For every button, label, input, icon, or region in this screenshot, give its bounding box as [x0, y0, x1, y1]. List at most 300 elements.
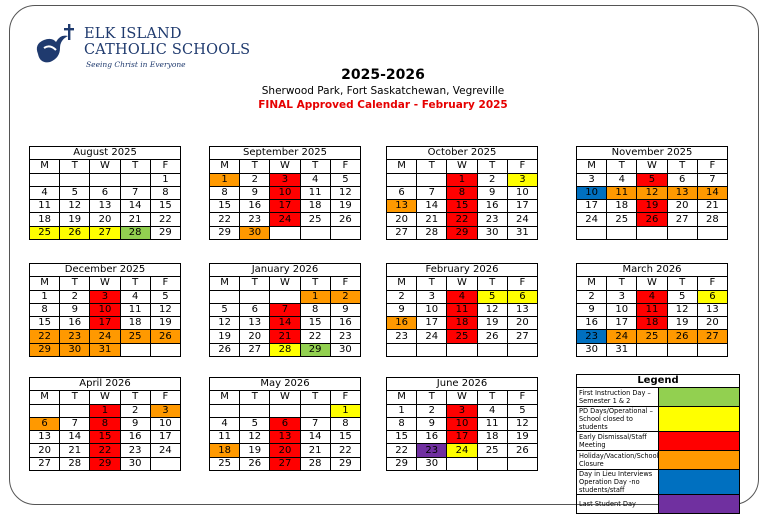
day-cell: 19 — [637, 200, 667, 213]
weekday-header: M — [577, 277, 607, 290]
legend-swatch — [658, 495, 740, 514]
approval-note: FINAL Approved Calendar - February 2025 — [258, 99, 508, 111]
week-row — [387, 290, 538, 303]
day-cell: 11 — [607, 186, 637, 199]
day-cell: 20 — [30, 444, 60, 457]
week-row — [577, 317, 728, 330]
day-cell: 21 — [270, 330, 300, 343]
day-cell — [697, 226, 727, 239]
day-cell: 7 — [300, 417, 330, 430]
week-row — [577, 330, 728, 343]
day-cell: 10 — [150, 417, 180, 430]
weekday-header: T — [667, 277, 697, 290]
legend-label: Early Dismissal/Staff Meeting — [577, 432, 659, 451]
logo-name-line2: CATHOLIC SCHOOLS — [84, 42, 251, 58]
day-cell: 6 — [270, 417, 300, 430]
day-cell: 29 — [210, 226, 240, 239]
day-cell: 5 — [240, 417, 270, 430]
week-row — [210, 343, 361, 356]
month-title: June 2026 — [387, 378, 538, 391]
day-cell: 29 — [90, 457, 120, 470]
weekday-header: W — [447, 160, 477, 173]
day-cell: 22 — [330, 444, 360, 457]
legend-row — [577, 407, 740, 432]
day-cell: 2 — [417, 404, 447, 417]
day-cell: 8 — [30, 303, 60, 316]
day-cell: 30 — [477, 226, 507, 239]
day-cell: 17 — [577, 200, 607, 213]
day-cell: 21 — [120, 213, 150, 226]
day-cell — [577, 226, 607, 239]
day-cell: 22 — [300, 330, 330, 343]
day-cell: 23 — [387, 330, 417, 343]
week-row — [387, 173, 538, 186]
day-cell: 4 — [30, 186, 60, 199]
week-row — [30, 330, 181, 343]
day-cell: 13 — [240, 317, 270, 330]
week-row — [577, 173, 728, 186]
day-cell — [240, 290, 270, 303]
week-row — [387, 317, 538, 330]
day-cell: 18 — [477, 431, 507, 444]
day-cell: 26 — [330, 213, 360, 226]
day-cell: 25 — [120, 330, 150, 343]
day-cell: 6 — [240, 303, 270, 316]
day-cell: 5 — [60, 186, 90, 199]
weekday-header: T — [240, 391, 270, 404]
day-cell: 30 — [60, 343, 90, 356]
day-cell: 19 — [240, 444, 270, 457]
day-cell: 10 — [270, 186, 300, 199]
weekday-header: F — [150, 160, 180, 173]
day-cell — [150, 457, 180, 470]
day-cell: 17 — [270, 200, 300, 213]
day-cell: 26 — [637, 213, 667, 226]
day-cell: 6 — [697, 290, 727, 303]
day-cell — [507, 343, 537, 356]
legend-swatch — [658, 407, 740, 432]
day-cell: 8 — [90, 417, 120, 430]
day-cell: 4 — [477, 404, 507, 417]
week-row — [210, 290, 361, 303]
day-cell — [210, 404, 240, 417]
weekday-header: T — [60, 391, 90, 404]
day-cell: 22 — [90, 444, 120, 457]
day-cell: 1 — [210, 173, 240, 186]
day-cell: 5 — [477, 290, 507, 303]
day-cell: 7 — [697, 173, 727, 186]
day-cell: 1 — [300, 290, 330, 303]
day-cell: 2 — [240, 173, 270, 186]
day-cell: 5 — [667, 290, 697, 303]
day-cell — [90, 173, 120, 186]
day-cell: 17 — [607, 317, 637, 330]
week-row — [210, 200, 361, 213]
weekday-header: M — [210, 391, 240, 404]
week-row — [30, 186, 181, 199]
day-cell: 4 — [637, 290, 667, 303]
day-cell: 17 — [90, 317, 120, 330]
day-cell: 19 — [210, 330, 240, 343]
month-table — [576, 146, 728, 240]
weekday-header: F — [507, 277, 537, 290]
week-row — [30, 417, 181, 430]
weekday-header: W — [447, 391, 477, 404]
day-cell — [667, 343, 697, 356]
day-cell: 16 — [120, 431, 150, 444]
weekday-header: T — [607, 277, 637, 290]
week-row — [387, 200, 538, 213]
month-title: January 2026 — [210, 264, 361, 277]
day-cell: 12 — [667, 303, 697, 316]
day-cell: 18 — [300, 200, 330, 213]
day-cell: 11 — [447, 303, 477, 316]
day-cell: 19 — [507, 431, 537, 444]
week-row — [210, 317, 361, 330]
day-cell: 10 — [607, 303, 637, 316]
legend-title: Legend — [577, 375, 740, 388]
day-cell: 27 — [697, 330, 727, 343]
day-cell: 27 — [90, 226, 120, 239]
week-row — [210, 303, 361, 316]
day-cell: 8 — [387, 417, 417, 430]
weekday-header: T — [120, 391, 150, 404]
day-cell: 20 — [667, 200, 697, 213]
weekday-header: T — [240, 160, 270, 173]
week-row — [577, 213, 728, 226]
day-cell: 10 — [90, 303, 120, 316]
weekday-header: W — [270, 160, 300, 173]
week-row — [30, 226, 181, 239]
day-cell: 3 — [577, 173, 607, 186]
day-cell: 3 — [447, 404, 477, 417]
day-cell: 21 — [697, 200, 727, 213]
day-cell: 31 — [90, 343, 120, 356]
day-cell: 3 — [150, 404, 180, 417]
month-table — [209, 263, 361, 357]
day-cell: 11 — [477, 417, 507, 430]
week-row — [210, 226, 361, 239]
weekday-header: F — [507, 160, 537, 173]
day-cell: 24 — [447, 444, 477, 457]
day-cell: 7 — [120, 186, 150, 199]
weekday-header: W — [637, 277, 667, 290]
day-cell: 17 — [417, 317, 447, 330]
day-cell: 1 — [447, 173, 477, 186]
day-cell: 5 — [507, 404, 537, 417]
weekday-header: F — [697, 277, 727, 290]
day-cell — [270, 226, 300, 239]
day-cell: 18 — [120, 317, 150, 330]
week-row — [577, 186, 728, 199]
weekday-header: T — [300, 277, 330, 290]
day-cell: 1 — [387, 404, 417, 417]
weekday-header: W — [447, 277, 477, 290]
day-cell: 29 — [30, 343, 60, 356]
day-cell: 27 — [387, 226, 417, 239]
day-cell — [387, 173, 417, 186]
week-row — [30, 290, 181, 303]
weekday-header: M — [577, 160, 607, 173]
day-cell: 22 — [387, 444, 417, 457]
legend-row — [577, 470, 740, 495]
day-cell: 16 — [577, 317, 607, 330]
day-cell — [417, 343, 447, 356]
day-cell: 15 — [300, 317, 330, 330]
logo-name-line1: ELK ISLAND — [84, 26, 182, 42]
day-cell: 23 — [120, 444, 150, 457]
week-row — [30, 431, 181, 444]
day-cell: 26 — [210, 343, 240, 356]
day-cell: 12 — [240, 431, 270, 444]
day-cell — [150, 343, 180, 356]
week-row — [210, 457, 361, 470]
day-cell: 5 — [330, 173, 360, 186]
school-year-title: 2025-2026 — [341, 67, 425, 83]
day-cell: 23 — [60, 330, 90, 343]
weekday-header: T — [417, 277, 447, 290]
weekday-header: M — [387, 391, 417, 404]
day-cell: 26 — [60, 226, 90, 239]
day-cell: 13 — [667, 186, 697, 199]
day-cell: 21 — [300, 444, 330, 457]
day-cell: 5 — [637, 173, 667, 186]
day-cell: 14 — [417, 200, 447, 213]
weekday-header: F — [330, 277, 360, 290]
day-cell: 12 — [477, 303, 507, 316]
day-cell: 29 — [447, 226, 477, 239]
week-row — [210, 444, 361, 457]
locations-subtitle: Sherwood Park, Fort Saskatchewan, Vegreville — [261, 85, 505, 97]
month-title: March 2026 — [577, 264, 728, 277]
day-cell: 28 — [300, 457, 330, 470]
day-cell: 27 — [667, 213, 697, 226]
day-cell: 8 — [210, 186, 240, 199]
month-title: September 2025 — [210, 147, 361, 160]
day-cell: 22 — [150, 213, 180, 226]
day-cell: 13 — [90, 200, 120, 213]
weekday-header: T — [477, 160, 507, 173]
day-cell: 5 — [210, 303, 240, 316]
month-title: November 2025 — [577, 147, 728, 160]
day-cell: 12 — [210, 317, 240, 330]
day-cell: 19 — [477, 317, 507, 330]
day-cell: 29 — [300, 343, 330, 356]
day-cell: 9 — [417, 417, 447, 430]
day-cell — [417, 173, 447, 186]
day-cell: 12 — [637, 186, 667, 199]
week-row — [210, 431, 361, 444]
week-row — [210, 330, 361, 343]
day-cell — [387, 343, 417, 356]
month-table — [386, 263, 538, 357]
legend-row — [577, 495, 740, 514]
day-cell: 9 — [120, 417, 150, 430]
day-cell — [637, 343, 667, 356]
day-cell: 27 — [240, 343, 270, 356]
day-cell: 29 — [330, 457, 360, 470]
legend-swatch — [658, 451, 740, 470]
day-cell: 16 — [417, 431, 447, 444]
day-cell: 6 — [507, 290, 537, 303]
week-row — [30, 303, 181, 316]
day-cell: 9 — [387, 303, 417, 316]
day-cell: 20 — [507, 317, 537, 330]
day-cell: 25 — [447, 330, 477, 343]
day-cell: 14 — [120, 200, 150, 213]
day-cell: 20 — [90, 213, 120, 226]
day-cell: 6 — [30, 417, 60, 430]
week-row — [577, 303, 728, 316]
day-cell: 17 — [507, 200, 537, 213]
weekday-header: F — [150, 391, 180, 404]
day-cell: 21 — [60, 444, 90, 457]
day-cell: 9 — [330, 303, 360, 316]
day-cell: 15 — [387, 431, 417, 444]
day-cell: 16 — [240, 200, 270, 213]
day-cell: 30 — [330, 343, 360, 356]
weekday-header: F — [150, 277, 180, 290]
month-table — [29, 377, 181, 471]
day-cell: 11 — [637, 303, 667, 316]
legend-row — [577, 432, 740, 451]
day-cell: 6 — [387, 186, 417, 199]
day-cell: 13 — [697, 303, 727, 316]
day-cell: 20 — [240, 330, 270, 343]
day-cell — [270, 404, 300, 417]
day-cell: 13 — [30, 431, 60, 444]
day-cell: 27 — [507, 330, 537, 343]
day-cell: 4 — [607, 173, 637, 186]
day-cell: 23 — [240, 213, 270, 226]
day-cell: 14 — [300, 431, 330, 444]
day-cell: 15 — [150, 200, 180, 213]
day-cell — [60, 404, 90, 417]
day-cell: 24 — [90, 330, 120, 343]
weekday-header: T — [60, 160, 90, 173]
day-cell: 28 — [120, 226, 150, 239]
day-cell: 24 — [270, 213, 300, 226]
day-cell — [447, 457, 477, 470]
week-row — [210, 404, 361, 417]
day-cell: 19 — [60, 213, 90, 226]
week-row — [387, 213, 538, 226]
day-cell: 26 — [667, 330, 697, 343]
day-cell: 1 — [90, 404, 120, 417]
weekday-header: T — [417, 160, 447, 173]
month-table — [386, 377, 538, 471]
day-cell — [60, 173, 90, 186]
week-row — [387, 186, 538, 199]
day-cell: 12 — [330, 186, 360, 199]
day-cell: 28 — [270, 343, 300, 356]
week-row — [387, 417, 538, 430]
day-cell: 1 — [150, 173, 180, 186]
legend-row — [577, 451, 740, 470]
day-cell: 18 — [607, 200, 637, 213]
day-cell: 8 — [330, 417, 360, 430]
day-cell — [120, 343, 150, 356]
day-cell: 30 — [417, 457, 447, 470]
day-cell: 17 — [150, 431, 180, 444]
day-cell — [30, 404, 60, 417]
week-row — [210, 186, 361, 199]
weekday-header: F — [507, 391, 537, 404]
day-cell: 16 — [330, 317, 360, 330]
day-cell: 2 — [330, 290, 360, 303]
day-cell: 27 — [270, 457, 300, 470]
weekday-header: W — [90, 391, 120, 404]
week-row — [387, 303, 538, 316]
day-cell: 9 — [240, 186, 270, 199]
weekday-header: M — [387, 277, 417, 290]
day-cell: 31 — [507, 226, 537, 239]
day-cell: 17 — [447, 431, 477, 444]
month-title: May 2026 — [210, 378, 361, 391]
month-table — [386, 146, 538, 240]
day-cell: 25 — [30, 226, 60, 239]
day-cell — [637, 226, 667, 239]
day-cell: 10 — [507, 186, 537, 199]
day-cell — [447, 343, 477, 356]
day-cell — [270, 290, 300, 303]
day-cell: 14 — [60, 431, 90, 444]
week-row — [387, 404, 538, 417]
day-cell — [507, 457, 537, 470]
day-cell: 12 — [60, 200, 90, 213]
day-cell: 2 — [387, 290, 417, 303]
logo-emblem-icon — [30, 24, 78, 68]
day-cell: 19 — [150, 317, 180, 330]
month-table — [576, 263, 728, 357]
day-cell: 9 — [60, 303, 90, 316]
week-row — [577, 226, 728, 239]
day-cell: 24 — [507, 213, 537, 226]
day-cell: 15 — [90, 431, 120, 444]
day-cell: 11 — [30, 200, 60, 213]
legend-label: First Instruction Day –Semester 1 & 2 — [577, 388, 659, 407]
day-cell — [210, 290, 240, 303]
day-cell: 11 — [210, 431, 240, 444]
weekday-header: F — [330, 391, 360, 404]
day-cell — [300, 404, 330, 417]
week-row — [387, 330, 538, 343]
weekday-header: M — [30, 391, 60, 404]
day-cell: 10 — [577, 186, 607, 199]
day-cell: 15 — [210, 200, 240, 213]
day-cell: 10 — [447, 417, 477, 430]
week-row — [30, 343, 181, 356]
day-cell: 7 — [270, 303, 300, 316]
day-cell: 9 — [577, 303, 607, 316]
day-cell: 2 — [60, 290, 90, 303]
day-cell: 24 — [577, 213, 607, 226]
weekday-header: T — [240, 277, 270, 290]
day-cell: 4 — [447, 290, 477, 303]
day-cell: 22 — [447, 213, 477, 226]
day-cell: 24 — [607, 330, 637, 343]
weekday-header: T — [477, 391, 507, 404]
day-cell: 6 — [667, 173, 697, 186]
month-table — [29, 263, 181, 357]
month-title: October 2025 — [387, 147, 538, 160]
weekday-header: T — [300, 160, 330, 173]
day-cell: 14 — [697, 186, 727, 199]
month-table — [209, 377, 361, 471]
day-cell — [477, 457, 507, 470]
day-cell: 5 — [150, 290, 180, 303]
weekday-header: T — [607, 160, 637, 173]
